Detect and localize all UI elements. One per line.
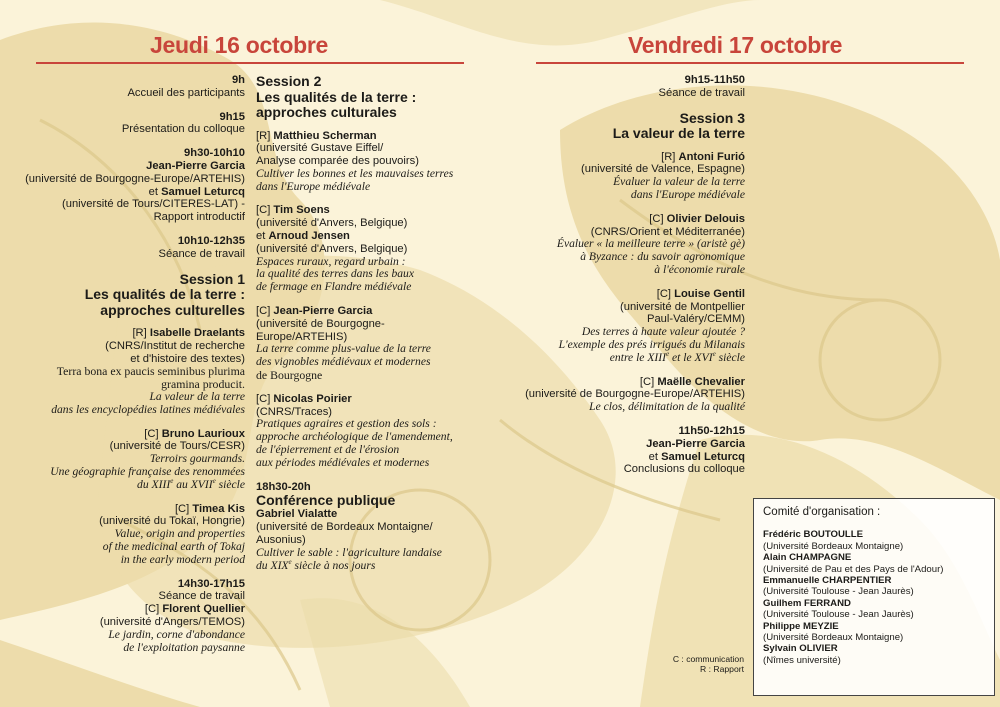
committee-member [763,598,985,621]
item-text: Séance de travail [158,590,245,603]
speaker-name: Samuel Leturcq [161,185,245,198]
session-heading [520,111,745,142]
divider-friday [536,62,964,64]
program-column-1 [20,74,245,665]
member-affiliation: (Université de Pau et des Pays de l'Adour) [763,563,944,575]
talk [520,288,745,365]
speaker-name: Matthieu Scherman [273,129,377,142]
program-item [520,74,745,100]
speaker-name: Gabriel Vialatte [256,508,338,521]
program-item [20,147,245,224]
time: 9h [231,74,245,86]
talk-title: des vignobles médiévaux et modernes [256,355,431,369]
conjunction: et [648,450,658,463]
talk-title: Évaluer la valeur de la terre [613,175,745,189]
talk-title: Le jardin, corne d'abondance [108,627,245,641]
item-text: Rapport introductif [153,211,245,224]
talk-title: Évaluer « la meilleure terre » (aristè gè) [556,237,745,251]
affiliation: Paul-Valéry/CEMM) [646,313,745,326]
item-text: Séance de travail [158,247,245,260]
talk-title: de fermage en Flandre médiévale [256,280,412,294]
talk-type: [C] [256,392,271,405]
speaker-name: Florent Quellier [162,603,245,616]
program-column-3 [520,74,745,487]
talk-title: entre le XIIIe et le XVIe siècle [609,349,745,364]
committee-member [763,643,985,666]
talk-type: [C] [256,204,271,217]
session-title: Les qualités de la terre : [84,286,245,303]
member-affiliation: (Université Bordeaux Montaigne) [763,632,904,644]
member-affiliation: (Université Toulouse - Jean Jaurès) [763,586,914,598]
legend [640,654,744,674]
public-lecture [256,481,471,573]
affiliation: (université de Montpellier [620,300,745,313]
affiliation: (CNRS/Orient et Méditerranée) [590,225,745,238]
talk [20,428,245,492]
speaker-name: Antoni Furió [678,150,745,163]
talk [256,305,471,382]
affiliation: (CNRS/Traces) [256,405,333,418]
affiliation: (université de Valence, Espagne) [581,163,745,176]
session-number: Session 2 [256,73,322,89]
talk-type: [R] [132,327,147,340]
lecture-title: Conférence publique [256,492,396,509]
talk-title: du XIXe siècle à nos jours [256,557,376,572]
affiliation: (université de Bourgogne-Europe/ARTEHIS) [256,317,385,343]
member-name: Emmanuelle CHARPENTIER [763,575,892,587]
talk-type: [R] [661,150,676,163]
talk [256,204,471,294]
talk [256,130,471,194]
affiliation: (université d'Angers/TEMOS) [99,616,245,628]
item-text: Conclusions du colloque [623,463,745,476]
program-item [20,74,245,100]
talk-type: [C] [144,603,160,616]
speaker-name: Nicolas Poirier [273,392,352,405]
conjunction: et [148,185,158,198]
speaker-name: Bruno Laurioux [161,427,245,440]
session-title: La valeur de la terre [612,125,745,142]
talk-title: Le clos, délimitation de la qualité [589,400,745,414]
talk-title: in the early modern period [120,552,245,566]
talk-title: dans l'Europe médiévale [630,187,745,201]
talk-type: [C] [174,502,190,515]
item-text: Présentation du colloque [121,123,245,136]
divider-thursday [36,62,464,64]
talk-title: L'exemple des prés irrigués du Milanais [558,337,745,351]
talk-title: La terre comme plus-value de la terre [256,342,431,356]
talk-title: de l'exploitation paysanne [123,640,245,654]
speaker-name: Isabelle Draelants [149,327,245,340]
speaker-name: Jean-Pierre Garcia [646,437,745,450]
legend-item: C : communication [672,654,744,664]
talk [520,376,745,414]
talk-title: gramina producit. [161,377,245,392]
speaker-name: Olivier Delouis [666,212,745,225]
affiliation: (université Gustave Eiffel/ [256,142,384,155]
talk [520,213,745,277]
affiliation: (université de Tours/CESR) [109,440,245,453]
organizing-committee-box [753,498,995,696]
talk-type: [C] [144,427,159,440]
program-item [520,425,745,476]
talk-title: la qualité des terres dans les baux [256,267,414,281]
speaker-name: Jean-Pierre Garcia [273,305,373,318]
talk-title: La valeur de la terre [149,390,245,404]
session-heading [256,74,471,121]
time: 9h15-11h50 [684,74,745,86]
session-number: Session 1 [179,270,245,287]
talk-title: Espaces ruraux, regard urbain : [256,254,406,268]
session-title: approches culturales [256,104,397,120]
member-name: Alain CHAMPAGNE [763,552,852,564]
member-name: Guilhem FERRAND [763,597,851,609]
talk-title: à l'économie rurale [654,262,745,276]
affiliation: Analyse comparée des pouvoirs) [256,155,419,168]
time: 14h30-17h15 [177,577,245,590]
affiliation: (CNRS/Institut de recherche [105,339,245,352]
program-column-2 [256,74,471,583]
talk-type: [C] [649,212,664,225]
member-affiliation: (Nîmes université) [763,654,841,666]
talk-title: Pratiques agraires et gestion des sols : [256,417,437,431]
member-affiliation: (Université Toulouse - Jean Jaurès) [763,609,914,621]
committee-title: Comité d'organisation : [763,506,881,518]
talk-title: Cultiver le sable : l'agriculture landaise [256,545,442,559]
day-title-thursday: Jeudi 16 octobre [150,32,328,58]
talk [20,327,245,417]
item-text: Séance de travail [658,86,745,99]
speaker-name: Tim Soens [273,204,330,217]
talk-type: [C] [639,375,655,388]
conjunction: et [256,230,266,243]
committee-member [763,529,985,552]
talk-title: Terroirs gourmands. [149,452,245,466]
affiliation: (université du Tokaï, Hongrie) [99,515,245,528]
talk-title: dans l'Europe médiévale [256,179,371,193]
talk-title: Cultiver les bonnes et les mauvaises terres [256,166,454,180]
talk-title: de Bourgogne [256,368,323,383]
member-affiliation: (Université Bordeaux Montaigne) [763,540,904,552]
affiliation: et d'histoire des textes) [130,352,245,365]
talk-title: Une géographie française des renommées [50,465,245,479]
affiliation: (université de Bordeaux Montaigne/ [256,521,433,534]
session-number: Session 3 [679,109,745,126]
talk-title: dans les encyclopédies latines médiévales [51,402,245,416]
member-name: Philippe MEYZIE [763,620,839,632]
session-title: Les qualités de la terre : [256,88,417,105]
speaker-name: Jean-Pierre Garcia [146,159,245,172]
talk-title: Des terres à haute valeur ajoutée ? [581,325,745,339]
member-name: Frédéric BOUTOULLE [763,529,864,541]
session-heading [20,272,245,319]
affiliation: (université d'Anvers, Belgique) [256,242,408,255]
time: 9h30-10h10 [184,147,245,160]
talk-type: [C] [256,305,271,318]
talk-title: du XIIIe au XVIIe siècle [137,476,245,491]
talk [20,503,245,567]
session-title: approches culturelles [100,301,245,318]
time: 11h50-12h15 [678,424,745,437]
talk-title: of the medicinal earth of Tokaj [102,540,245,554]
talk-type: [C] [656,287,672,300]
committee-member [763,621,985,644]
speaker-name: Timea Kis [192,502,245,515]
affiliation: (université de Tours/CITERES-LAT) - [62,198,245,211]
speaker-name: Maëlle Chevalier [657,375,745,388]
affiliation: (université de Bourgogne-Europe/ARTEHIS) [525,388,745,401]
talk-title: Value, origin and properties [114,527,245,541]
talk-type: [R] [256,129,271,142]
committee-member [763,552,985,575]
talk-title: approche archéologique de l'amendement, [256,430,453,444]
talk [256,393,471,470]
speaker-name: Samuel Leturcq [661,450,745,463]
time: 18h30-20h [256,480,311,493]
talk-title: Terra bona ex paucis seminibus plurima [56,364,245,379]
time: 10h10-12h35 [177,234,245,247]
item-text: Accueil des participants [127,86,245,99]
speaker-name: Louise Gentil [674,287,745,300]
affiliation: (université de Bourgogne-Europe/ARTEHIS) [25,172,245,185]
talk-title: aux périodes médiévales et modernes [256,455,430,469]
member-name: Sylvain OLIVIER [763,643,838,655]
legend-item: R : Rapport [700,664,744,674]
program-item [20,235,245,261]
affiliation: (université d'Anvers, Belgique) [256,217,408,230]
affiliation: Ausonius) [256,534,306,547]
speaker-name: Arnoud Jensen [268,230,350,243]
talk-title: de l'épierrement et de l'érosion [256,443,400,457]
program-item [20,578,245,655]
committee-member [763,575,985,598]
program-item [20,111,245,137]
time: 9h15 [219,110,245,123]
talk-title: à Byzance : du savoir agronomique [580,250,745,264]
day-title-friday: Vendredi 17 octobre [628,32,843,58]
talk [520,151,745,202]
